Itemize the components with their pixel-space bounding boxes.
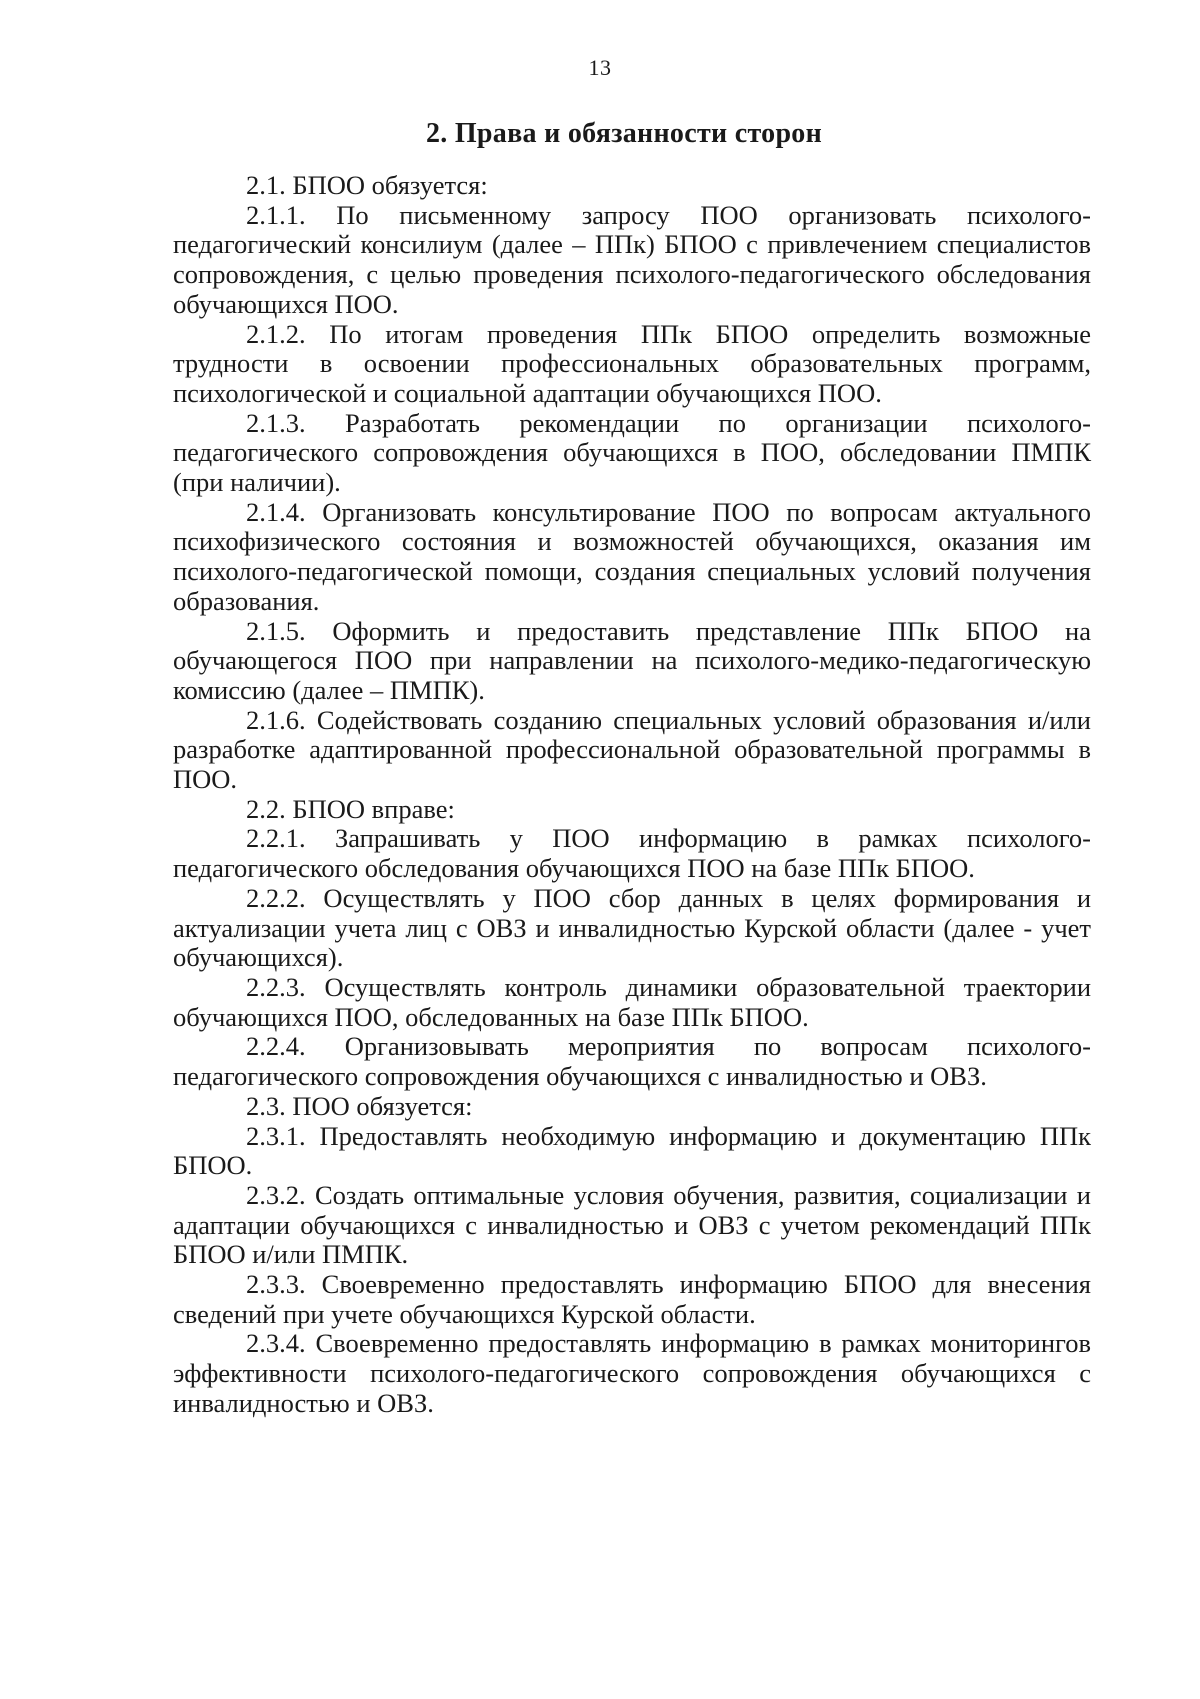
paragraph-2-3: 2.3. ПОО обязуется: bbox=[246, 1090, 473, 1121]
paragraph-2-2-3: 2.2.3. Осуществлять контроль динамики образовательной траектории обучающихся ПОО, обследованных на базе ППк БПОО. bbox=[173, 971, 1091, 1032]
section-heading: 2. Права и обязанности сторон bbox=[425, 118, 823, 149]
paragraph-2-3-4: 2.3.4. Своевременно предоставлять информацию в рамках мониторингов эффективности психолого-педагогического сопровождения обучающихся с инвалидностью и ОВЗ. bbox=[173, 1328, 1091, 1418]
paragraph-2-1-1: 2.1.1. По письменному запросу ПОО организовать психолого-педагогический консилиум (далее – ППк) БПОО с привлечением специалистов сопровождения, с целью проведения психолого-педагогического обследования обучающихся ПОО. bbox=[173, 199, 1091, 319]
paragraph-2-1-3: 2.1.3. Разработать рекомендации по организации психолого-педагогического сопровождения обучающихся в ПОО, обследовании ПМПК (при наличии). bbox=[173, 407, 1091, 498]
paragraph-2-1-5: 2.1.5. Оформить и предоставить представление ППк БПОО на обучающегося ПОО при направлении на психолого-медико-педагогическую комиссию (далее – ПМПК). bbox=[173, 615, 1091, 705]
paragraph-2-3-1: 2.3.1. Предоставлять необходимую информацию и документацию ППк БПОО. bbox=[173, 1120, 1091, 1181]
paragraph-2-1-2: 2.1.2. По итогам проведения ППк БПОО определить возможные трудности в освоении профессиональных образовательных программ, психологической и социальной адаптации обучающихся ПОО. bbox=[173, 318, 1091, 408]
paragraph-2-2: 2.2. БПОО вправе: bbox=[246, 793, 455, 824]
paragraph-2-1-6: 2.1.6. Содействовать созданию специальных условий образования и/или разработке адаптированной профессиональной образовательной программы в ПОО. bbox=[173, 704, 1091, 795]
paragraph-2-1-4: 2.1.4. Организовать консультирование ПОО по вопросам актуального психофизического состояния и возможностей обучающихся, оказания им психолого-педагогической помощи, создания специальных условий получения образования. bbox=[173, 496, 1091, 616]
paragraph-2-3-2: 2.3.2. Создать оптимальные условия обучения, развития, социализации и адаптации обучающихся с инвалидностью и ОВЗ с учетом рекомендаций ППк БПОО и/или ПМПК. bbox=[173, 1179, 1091, 1270]
paragraph-2-3-3: 2.3.3. Своевременно предоставлять информацию БПОО для внесения сведений при учете обучающихся Курской области. bbox=[173, 1269, 1091, 1329]
page-number: 13 bbox=[588, 55, 612, 80]
document-body bbox=[173, 171, 1091, 1419]
paragraph-2-1: 2.1. БПОО обязуется: bbox=[246, 170, 488, 200]
paragraph-2-2-4: 2.2.4. Организовывать мероприятия по вопросам психолого-педагогического сопровождения обучающихся с инвалидностью и ОВЗ. bbox=[173, 1031, 1091, 1092]
paragraph-2-2-1: 2.2.1. Запрашивать у ПОО информацию в рамках психолого-педагогического обследования обучающихся ПОО на базе ППк БПОО. bbox=[173, 823, 1091, 884]
paragraph-2-2-2: 2.2.2. Осуществлять у ПОО сбор данных в целях формирования и актуализации учета лиц с ОВЗ и инвалидностью Курской области (далее - учет обучающихся). bbox=[173, 882, 1091, 973]
